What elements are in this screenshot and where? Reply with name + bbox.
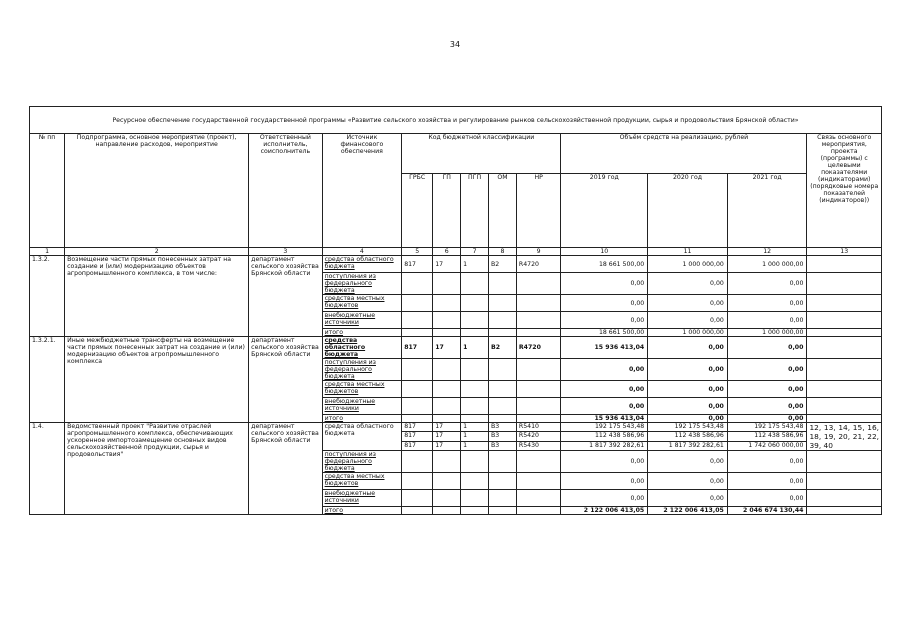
header-subprogram: Подпрограмма, основное мероприятие (проект), направление расходов, мероприятие — [65, 134, 249, 248]
source-cell: итого — [322, 507, 402, 515]
amount-2020: 0,00 — [648, 295, 728, 312]
code-gp — [433, 295, 461, 312]
source-cell: средства областного бюджета — [322, 337, 402, 359]
code-gp — [433, 507, 461, 515]
code-om — [489, 273, 517, 295]
amount-2020: 0,00 — [648, 490, 728, 507]
table-row — [30, 256, 882, 273]
total-2019: 15 936 413,04 — [561, 415, 648, 423]
code-gp: 17 — [433, 441, 461, 450]
code-pgp — [461, 381, 489, 398]
header-nr: НР — [516, 174, 560, 248]
column-number: 8 — [489, 248, 517, 256]
code-grbs — [402, 490, 433, 507]
column-number: 5 — [402, 248, 433, 256]
indicators-cell — [807, 507, 882, 515]
code-gp — [433, 329, 461, 337]
code-nr — [516, 490, 560, 507]
code-nr — [516, 295, 560, 312]
header-indicators-link: Связь основного мероприятия, проекта (программы) с целевыми показателями (индикаторами) (порядковые номера показателей (индикаторов)) — [807, 134, 882, 248]
code-grbs — [402, 273, 433, 295]
indicators-cell — [807, 398, 882, 415]
code-pgp — [461, 273, 489, 295]
code-pgp: 1 — [461, 337, 489, 359]
code-grbs — [402, 312, 433, 329]
total-2020: 1 000 000,00 — [648, 329, 728, 337]
code-gp: 17 — [433, 432, 461, 441]
code-gp — [433, 473, 461, 490]
column-number: 10 — [561, 248, 648, 256]
code-om — [489, 295, 517, 312]
header-responsible: Ответственный исполнитель, соисполнитель — [249, 134, 322, 248]
indicators-cell — [807, 337, 882, 359]
code-grbs: 817 — [402, 256, 433, 273]
column-number: 13 — [807, 248, 882, 256]
code-om: В3 — [489, 432, 517, 441]
amount-2021: 0,00 — [727, 337, 807, 359]
code-gp: 17 — [433, 337, 461, 359]
indicators-cell — [807, 295, 882, 312]
header-gp: ГП — [433, 174, 461, 248]
source-cell: поступления из федерального бюджета — [322, 359, 402, 381]
amount-2021: 0,00 — [727, 451, 807, 473]
row-number: 1.4. — [30, 423, 65, 515]
amount-2019: 0,00 — [561, 295, 648, 312]
amount-2020: 1 817 392 282,61 — [648, 441, 728, 450]
source-cell: средства местных бюджетов — [322, 381, 402, 398]
source-cell: средства областного бюджета — [322, 423, 402, 451]
indicators-cell — [807, 490, 882, 507]
code-om: В2 — [489, 256, 517, 273]
header-amount: Объём средств на реализацию, рублей — [561, 134, 807, 174]
indicators-cell — [807, 273, 882, 295]
code-grbs — [402, 329, 433, 337]
code-pgp — [461, 295, 489, 312]
code-gp: 17 — [433, 256, 461, 273]
row-number: 1.3.2.1. — [30, 337, 65, 423]
code-om: В3 — [489, 423, 517, 432]
amount-2021: 0,00 — [727, 381, 807, 398]
amount-2019: 192 175 543,48 — [561, 423, 648, 432]
code-om: В2 — [489, 337, 517, 359]
code-gp — [433, 312, 461, 329]
indicators-cell — [807, 415, 882, 423]
code-om: В3 — [489, 441, 517, 450]
code-gp — [433, 381, 461, 398]
amount-2020: 0,00 — [648, 398, 728, 415]
row-name: Возмещение части прямых понесенных затрат на создание и (или) модернизацию объектов агропромышленного комплекса, в том числе: — [65, 256, 249, 337]
header-grbs: ГРБС — [402, 174, 433, 248]
code-pgp — [461, 359, 489, 381]
source-cell: поступления из федерального бюджета — [322, 451, 402, 473]
header-budget-code: Код бюджетной классификации — [402, 134, 561, 174]
source-cell: итого — [322, 329, 402, 337]
code-nr — [516, 507, 560, 515]
amount-2019: 1 817 392 282,61 — [561, 441, 648, 450]
source-cell: внебюджетные источники — [322, 312, 402, 329]
code-nr: R5420 — [516, 432, 560, 441]
code-nr — [516, 398, 560, 415]
amount-2019: 112 438 586,96 — [561, 432, 648, 441]
amount-2020: 0,00 — [648, 273, 728, 295]
amount-2020: 192 175 543,48 — [648, 423, 728, 432]
amount-2019: 0,00 — [561, 273, 648, 295]
amount-2019: 0,00 — [561, 451, 648, 473]
code-grbs — [402, 451, 433, 473]
amount-2019: 0,00 — [561, 381, 648, 398]
table-row — [30, 423, 882, 432]
code-pgp — [461, 329, 489, 337]
header-2020: 2020 год — [648, 174, 728, 248]
code-nr: R5410 — [516, 423, 560, 432]
code-nr: R4720 — [516, 256, 560, 273]
header-2019: 2019 год — [561, 174, 648, 248]
source-cell: итого — [322, 415, 402, 423]
code-grbs: 817 — [402, 432, 433, 441]
code-nr — [516, 473, 560, 490]
code-nr — [516, 273, 560, 295]
amount-2020: 1 000 000,00 — [648, 256, 728, 273]
indicators-cell — [807, 256, 882, 273]
total-2020: 0,00 — [648, 415, 728, 423]
code-nr: R5430 — [516, 441, 560, 450]
code-pgp — [461, 507, 489, 515]
code-pgp — [461, 415, 489, 423]
amount-2019: 0,00 — [561, 473, 648, 490]
amount-2021: 1 000 000,00 — [727, 256, 807, 273]
code-pgp: 1 — [461, 423, 489, 432]
code-grbs — [402, 507, 433, 515]
code-pgp: 1 — [461, 256, 489, 273]
column-number-row — [30, 248, 882, 256]
amount-2020: 112 438 586,96 — [648, 432, 728, 441]
header-source: Источник финансового обеспечения — [322, 134, 402, 248]
code-om — [489, 398, 517, 415]
column-number: 3 — [249, 248, 322, 256]
amount-2021: 0,00 — [727, 490, 807, 507]
amount-2019: 0,00 — [561, 398, 648, 415]
source-cell: средства местных бюджетов — [322, 473, 402, 490]
column-number: 12 — [727, 248, 807, 256]
amount-2021: 0,00 — [727, 473, 807, 490]
amount-2020: 0,00 — [648, 312, 728, 329]
row-name: Иные межбюджетные трансферты на возмещение части прямых понесенных затрат на создание и (или) модернизацию объектов агропромышленного комплекса — [65, 337, 249, 423]
table-title: Ресурсное обеспечение государственной государственной программы «Развитие сельского хозяйства и регулирование рынков сельскохозяйственной продукции, сырья и продовольствия Брянской области» — [30, 107, 882, 134]
code-grbs — [402, 381, 433, 398]
code-grbs — [402, 415, 433, 423]
amount-2019: 15 936 413,04 — [561, 337, 648, 359]
column-number: 4 — [322, 248, 402, 256]
source-cell: средства областного бюджета — [322, 256, 402, 273]
indicators-cell — [807, 473, 882, 490]
amount-2019: 0,00 — [561, 312, 648, 329]
code-pgp — [461, 398, 489, 415]
code-nr — [516, 415, 560, 423]
code-gp — [433, 359, 461, 381]
total-2021: 2 046 674 130,44 — [727, 507, 807, 515]
row-responsible: департамент сельского хозяйства Брянской области — [249, 337, 322, 423]
code-gp — [433, 490, 461, 507]
amount-2021: 0,00 — [727, 359, 807, 381]
code-grbs — [402, 295, 433, 312]
indicators-cell — [807, 359, 882, 381]
indicators-cell — [807, 381, 882, 398]
code-grbs: 817 — [402, 337, 433, 359]
indicators-cell — [807, 312, 882, 329]
code-gp — [433, 451, 461, 473]
amount-2020: 0,00 — [648, 337, 728, 359]
amount-2019: 0,00 — [561, 490, 648, 507]
column-number: 6 — [433, 248, 461, 256]
source-cell: средства местных бюджетов — [322, 295, 402, 312]
code-grbs — [402, 473, 433, 490]
amount-2021: 112 438 586,96 — [727, 432, 807, 441]
code-grbs — [402, 359, 433, 381]
code-om — [489, 359, 517, 381]
row-responsible: департамент сельского хозяйства Брянской области — [249, 423, 322, 515]
code-om — [489, 490, 517, 507]
header-pgp: ПГП — [461, 174, 489, 248]
amount-2020: 0,00 — [648, 359, 728, 381]
amount-2021: 0,00 — [727, 398, 807, 415]
code-gp — [433, 398, 461, 415]
code-pgp: 1 — [461, 432, 489, 441]
code-pgp — [461, 473, 489, 490]
amount-2021: 0,00 — [727, 273, 807, 295]
amount-2020: 0,00 — [648, 451, 728, 473]
code-om — [489, 507, 517, 515]
row-number: 1.3.2. — [30, 256, 65, 337]
indicators-cell: 12, 13, 14, 15, 16, 18, 19, 20, 21, 22, 39, 40 — [807, 423, 882, 451]
code-grbs — [402, 398, 433, 415]
amount-2020: 0,00 — [648, 381, 728, 398]
code-pgp — [461, 451, 489, 473]
code-nr — [516, 329, 560, 337]
header-2021: 2021 год — [727, 174, 807, 248]
source-cell: внебюджетные источники — [322, 398, 402, 415]
total-2019: 18 661 500,00 — [561, 329, 648, 337]
code-gp: 17 — [433, 423, 461, 432]
code-nr — [516, 312, 560, 329]
code-gp — [433, 273, 461, 295]
code-nr — [516, 381, 560, 398]
amount-2021: 0,00 — [727, 295, 807, 312]
code-pgp — [461, 490, 489, 507]
amount-2020: 0,00 — [648, 473, 728, 490]
column-number: 2 — [65, 248, 249, 256]
column-number: 7 — [461, 248, 489, 256]
code-om — [489, 381, 517, 398]
indicators-cell — [807, 329, 882, 337]
amount-2021: 192 175 543,48 — [727, 423, 807, 432]
code-om — [489, 329, 517, 337]
total-2019: 2 122 006 413,05 — [561, 507, 648, 515]
total-2021: 1 000 000,00 — [727, 329, 807, 337]
amount-2021: 1 742 060 000,00 — [727, 441, 807, 450]
code-nr: R4720 — [516, 337, 560, 359]
header-num: № пп — [30, 134, 65, 248]
amount-2019: 18 661 500,00 — [561, 256, 648, 273]
column-number: 9 — [516, 248, 560, 256]
code-om — [489, 312, 517, 329]
amount-2019: 0,00 — [561, 359, 648, 381]
column-number: 11 — [648, 248, 728, 256]
source-cell: поступления из федерального бюджета — [322, 273, 402, 295]
code-gp — [433, 415, 461, 423]
source-cell: внебюджетные источники — [322, 490, 402, 507]
total-2020: 2 122 006 413,05 — [648, 507, 728, 515]
header-om: ОМ — [489, 174, 517, 248]
code-pgp: 1 — [461, 441, 489, 450]
code-grbs: 817 — [402, 441, 433, 450]
code-om — [489, 415, 517, 423]
code-om — [489, 451, 517, 473]
code-pgp — [461, 312, 489, 329]
resource-table — [29, 106, 882, 515]
page-number: 34 — [449, 40, 461, 49]
column-number: 1 — [30, 248, 65, 256]
code-nr — [516, 359, 560, 381]
indicators-cell — [807, 451, 882, 473]
row-responsible: департамент сельского хозяйства Брянской области — [249, 256, 322, 337]
amount-2021: 0,00 — [727, 312, 807, 329]
table-row — [30, 337, 882, 359]
code-grbs: 817 — [402, 423, 433, 432]
code-om — [489, 473, 517, 490]
code-nr — [516, 451, 560, 473]
row-name: Ведомственный проект "Развитие отраслей агропромышленного комплекса, обеспечивающих ускоренное импортозамещение основных видов сельскохозяйственной продукции, сырья и продовольствия" — [65, 423, 249, 515]
total-2021: 0,00 — [727, 415, 807, 423]
